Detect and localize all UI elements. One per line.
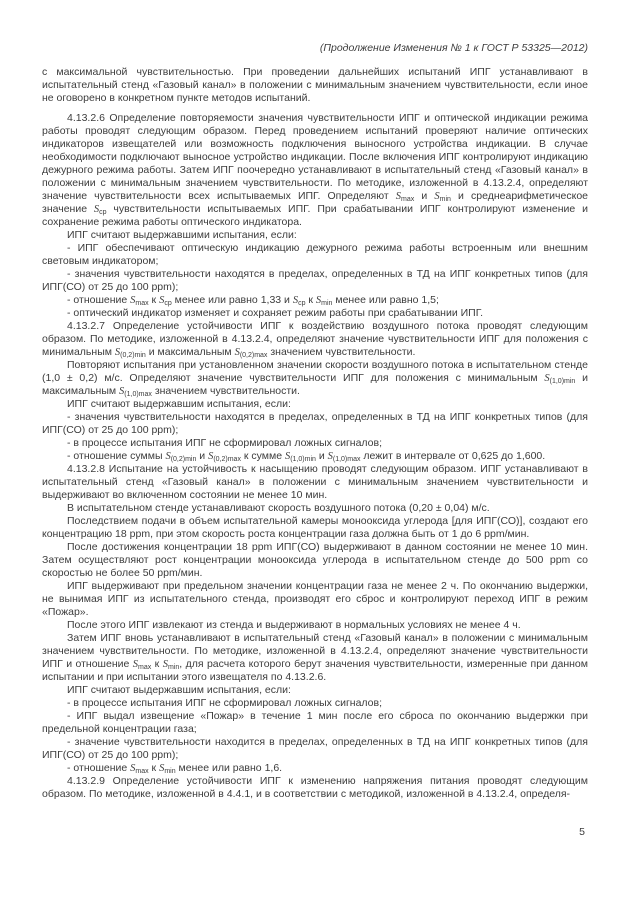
paragraph: ИПГ считают выдержавшими испытания, если: <box>67 229 297 241</box>
variable-s: S <box>132 659 139 670</box>
paragraph: - значение чувствительности находится в пределах, определенных в ТД на ИПГ конкретных типов (для ИПГ(СО) от 25 до 100 ppm); <box>42 736 588 761</box>
document-body <box>42 66 588 801</box>
variable-s: S <box>234 347 240 358</box>
variable-s: S <box>327 451 333 462</box>
variable-s: S <box>130 763 136 774</box>
paragraph: - отношение $S_{max}$ к $S_{ср}$ менее или равно 1,33 и $S_{ср}$ к $S_{min}$ менее или равно 1,5; <box>67 294 439 307</box>
paragraph: - в процессе испытания ИПГ не сформировал ложных сигналов; <box>67 437 383 449</box>
variable-subscript: (1,0)min <box>549 378 576 385</box>
variable-subscript: max <box>135 768 149 775</box>
paragraph: Затем ИПГ вновь устанавливают в испытательный стенд «Газовый канал» в положении с минимальным значением чувствительности. По методике, изложенной в 4.13.2.4, определяют значение чувствительности ИПГ и отношение $S_{max}$ к $S_{min}$, для расчета которого берут значения чувствительности, измеренные при данном испытании и при испытании этого извещателя по 4.13.2.6. <box>42 632 588 683</box>
paragraph: - в процессе испытания ИПГ не сформировал ложных сигналов; <box>67 697 383 709</box>
paragraph: После этого ИПГ извлекают из стенда и выдерживают в нормальных условиях не менее 4 ч. <box>67 619 521 631</box>
paragraph: ИПГ считают выдержавшим испытания, если: <box>67 684 291 696</box>
variable-subscript: min <box>164 768 176 775</box>
variable-subscript: (1,0)min <box>290 456 316 463</box>
variable-subscript: ср <box>164 300 172 307</box>
variable-s: S <box>162 659 168 670</box>
variable-s: S <box>93 204 100 215</box>
variable-subscript: (0,2)max <box>239 352 268 359</box>
variable-s: S <box>544 373 550 384</box>
page-number: 5 <box>579 826 585 838</box>
paragraph: 4.13.2.7 Определение устойчивости ИПГ к воздействию воздушного потока проводят следующим образом. По методике, изложенной в 4.13.2.4, определяют значение чувствительности ИПГ для положения с минимальным $S_{(0,2)min}$ и максимальным $S_{(0,2)max}$ значением чувствительности. <box>42 320 588 359</box>
variable-s: S <box>208 451 214 462</box>
variable-subscript: min <box>321 300 333 307</box>
variable-subscript: max <box>138 664 152 671</box>
variable-subscript: (0,2)min <box>170 456 197 463</box>
paragraph: 4.13.2.6 Определение повторяемости значения чувствительности ИПГ и оптической индикации режима работы проводят следующим образом. Перед проведением испытаний проверяют наличие оптических индикаторов извещателей или возможность подключения выносного устройства индикации. В случае необходимости подключают выносное устройство индикации. После включения ИПГ контролируют индикацию дежурного режима работы. Затем ИПГ поочередно устанавливают в испытательный стенд «Газовый канал» в положении с минимальным значением чувствительности. По методике, изложенной в 4.13.2.4, определяют значение чувствительности всех испытываемых ИПГ. Определяют $S_{max}$ и $S_{min}$ и среднеарифметическое значение $S_{ср}$ чувствительности испытываемых ИПГ. При срабатывании ИПГ контролируют изменение и сохранение режима работы оптического индикатора. <box>42 112 589 228</box>
paragraph: ИПГ считают выдержавшим испытания, если: <box>67 398 291 410</box>
paragraph: - отношение суммы $S_{(0,2)min}$ и $S_{(0,2)max}$ к сумме $S_{(1,0)min}$ и $S_{(1,0)max}$ лежит в интервале от 0,625 до 1,600. <box>67 450 546 463</box>
paragraph: - значения чувствительности находятся в пределах, определенных в ТД на ИПГ конкретных типов (для ИПГ(СО) от 25 до 100 ppm); <box>42 411 588 436</box>
running-header: (Продолжение Изменения № 1 к ГОСТ Р 53325—2012) <box>319 42 588 54</box>
variable-s: S <box>165 451 171 462</box>
paragraph: - ИПГ обеспечивают оптическую индикацию дежурного режима работы встроенным или внешним световым индикатором; <box>42 242 588 267</box>
variable-s: S <box>159 295 165 306</box>
variable-s: S <box>315 295 322 306</box>
variable-subscript: max <box>135 300 149 307</box>
variable-subscript: min <box>439 196 451 203</box>
variable-s: S <box>284 451 291 462</box>
paragraph: - значения чувствительности находятся в пределах, определенных в ТД на ИПГ конкретных типов (для ИПГ(СО) от 25 до 100 ppm); <box>42 268 588 293</box>
paragraph: ИПГ выдерживают при предельном значении концентрации газа не менее 2 ч. По окончанию выдержки, не вынимая ИПГ из испытательного стенда, производят его сброс и контролируют переход ИПГ в режим «Пожар». <box>42 580 588 618</box>
variable-subscript: ср <box>298 300 306 307</box>
paragraph: Последствием подачи в объем испытательной камеры монооксида углерода [для ИПГ(СО)], создают его концентрацию 18 ppm, при этом скорость роста концентрации газа должна быть от 1 до 6 ppm/мин. <box>42 515 588 540</box>
variable-subscript: (0,2)min <box>120 352 146 359</box>
paragraph: - отношение $S_{max}$ к $S_{min}$ менее или равно 1,6. <box>67 762 283 775</box>
variable-s: S <box>434 191 440 202</box>
variable-subscript: ср <box>99 209 107 216</box>
paragraph: - ИПГ выдал извещение «Пожар» в течение 1 мин после его сброса по окончанию выдержки при предельной концентрации газа; <box>42 710 588 735</box>
variable-s: S <box>119 386 125 397</box>
paragraph: с максимальной чувствительностью. При проведении дальнейших испытаний ИПГ устанавливают в испытательный стенд «Газовый канал» в положении с минимальным значением чувствительности, если иное не оговорено в конкретном пункте методов испытаний. <box>42 66 588 104</box>
variable-subscript: (1,0)max <box>332 456 361 463</box>
paragraph: - оптический индикатор изменяет и сохраняет режим работы при срабатывании ИПГ. <box>67 307 484 319</box>
variable-s: S <box>395 191 402 202</box>
paragraph: 4.13.2.8 Испытание на устойчивость к насыщению проводят следующим образом. ИПГ устанавливают в испытательный стенд «Газовый канал» в положении с минимальным значением чувствительности и выдерживают во включенном состоянии не менее 10 мин. <box>42 463 588 501</box>
variable-subscript: max <box>401 196 415 203</box>
variable-s: S <box>114 347 121 358</box>
variable-subscript: min <box>167 664 180 671</box>
paragraph: После достижения концентрации 18 ppm ИПГ(СО) выдерживают в данном состоянии не менее 10 мин. Затем осуществляют рост концентрации монооксида углерода в испытательном стенде до 500 ppm со скоростью не более 50 ppm/мин. <box>42 541 588 579</box>
paragraph: В испытательном стенде устанавливают скорость воздушного потока (0,20 ± 0,04) м/с. <box>67 502 490 514</box>
variable-s: S <box>130 295 136 306</box>
paragraph: Повторяют испытания при установленном значении скорости воздушного потока в испытательном стенде (1,0 ± 0,2) м/с. Определяют значение чувствительности ИПГ для положения с минимальным $S_{(1,0)min}$ и максимальным $S_{(1,0)max}$ значением чувствительности. <box>42 359 588 398</box>
variable-subscript: (1,0)max <box>124 391 152 398</box>
variable-subscript: (0,2)max <box>213 456 241 463</box>
variable-s: S <box>292 295 299 306</box>
variable-s: S <box>159 763 165 774</box>
paragraph: 4.13.2.9 Определение устойчивости ИПГ к изменению напряжения питания проводят следующим образом. По методике, изложенной в 4.4.1, и в соответствии с методикой, изложенной в 4.13.2.4, определя- <box>42 775 588 800</box>
